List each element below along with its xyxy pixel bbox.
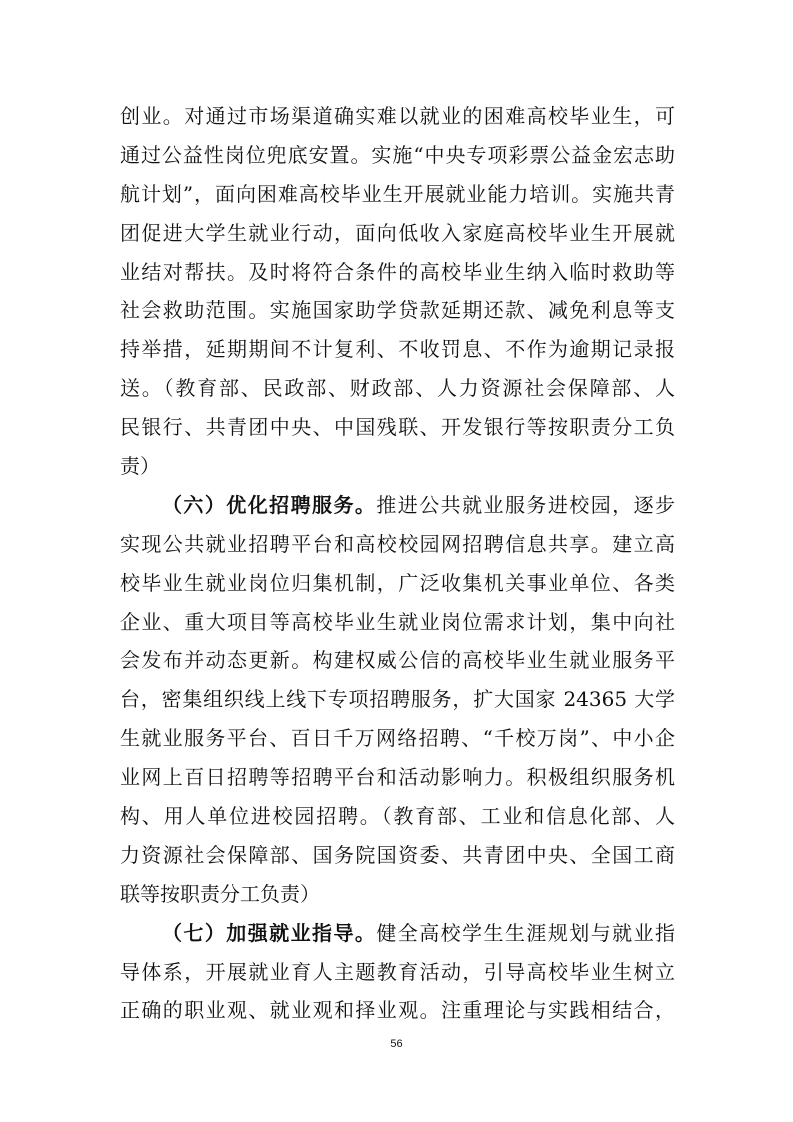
text-line: 校毕业生就业岗位归集机制，广泛收集机关事业单位、各类 [120, 570, 675, 595]
text-line: 创业。对通过市场渠道确实难以就业的困难高校毕业生，可 [120, 104, 675, 128]
text-line: 通过公益性岗位兜底安置。实施“中央专项彩票公益金宏志助 [120, 142, 675, 167]
section-7-lead: 健全高校学生生涯规划与就业指 [376, 920, 676, 945]
section-7-first-line [120, 914, 675, 953]
section-7-heading: （七）加强就业指导。 [162, 920, 377, 945]
text-line: 会发布并动态更新。构建权威公信的高校毕业生就业服务平 [120, 648, 675, 673]
text-line: 台，密集组织线上线下专项招聘服务，扩大国家 24365 大学 [120, 687, 675, 712]
text-line: 导体系，开展就业育人主题教育活动，引导高校毕业生树立 [120, 959, 675, 984]
text-line: 持举措，延期期间不计复利、不收罚息、不作为逾期记录报 [120, 337, 675, 362]
text-line: 送。（教育部、民政部、财政部、人力资源社会保障部、人 [120, 376, 675, 401]
text-line: 力资源社会保障部、国务院国资委、共青团中央、全国工商 [120, 842, 675, 867]
text-line: 企业、重大项目等高校毕业生就业岗位需求计划，集中向社 [120, 609, 675, 634]
section-6-first-line [120, 486, 675, 525]
section-6-lead: 推进公共就业服务进校园，逐步 [376, 492, 676, 517]
text-line: 社会救助范围。实施国家助学贷款延期还款、减免利息等支 [120, 298, 675, 323]
text-line: 联等按职责分工负责） [120, 881, 320, 906]
text-line: 业网上百日招聘等招聘平台和活动影响力。积极组织服务机 [120, 765, 675, 790]
section-6-heading: （六）优化招聘服务。 [162, 492, 377, 517]
text-line: 实现公共就业招聘平台和高校校园网招聘信息共享。建立高 [120, 531, 675, 556]
text-line: 民银行、共青团中央、中国残联、开发银行等按职责分工负 [120, 415, 675, 440]
text-line: 生就业服务平台、百日千万网络招聘、“千校万岗”、中小企 [120, 726, 675, 751]
body-text [120, 97, 675, 1030]
text-line: 构、用人单位进校园招聘。（教育部、工业和信息化部、人 [120, 804, 675, 829]
text-line: 航计划”，面向困难高校毕业生开展就业能力培训。实施共青 [120, 181, 675, 206]
text-line: 团促进大学生就业行动，面向低收入家庭高校毕业生开展就 [120, 220, 675, 245]
page-number: 56 [390, 1038, 403, 1050]
text-line: 责） [120, 454, 160, 479]
text-line: 业结对帮扶。及时将符合条件的高校毕业生纳入临时救助等 [120, 259, 675, 284]
text-line: 正确的职业观、就业观和择业观。注重理论与实践相结合， [120, 998, 675, 1023]
